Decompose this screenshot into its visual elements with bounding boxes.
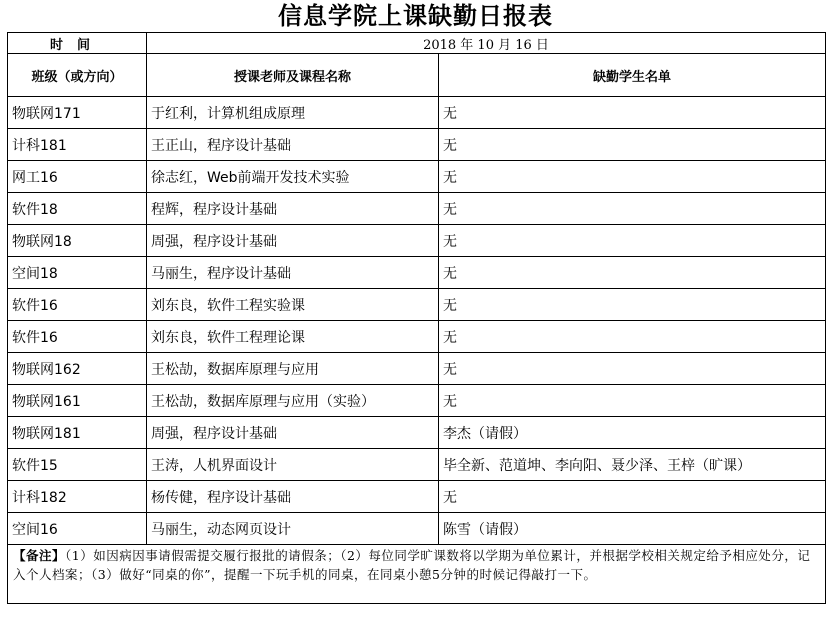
table-row [8,417,826,449]
teacher-course-cell: 王正山，程序设计基础 [147,129,439,161]
class-cell: 物联网161 [8,385,147,417]
teacher-course-cell: 王松劼，数据库原理与应用（实验） [147,385,439,417]
note-text: （1）如因病因事请假需提交履行报批的请假条；（2）每位同学旷课数将以学期为单位累计，并根据学校相关规定给予相应处分，记入个人档案；（3）做好“同桌的你”，提醒一下玩手机的同桌，在同桌小憩5分钟的时候记得敲打一下。 [13,548,811,582]
class-cell: 软件16 [8,289,147,321]
class-cell: 计科181 [8,129,147,161]
teacher-course-cell: 周强，程序设计基础 [147,417,439,449]
table-row [8,513,826,545]
absent-cell: 无 [439,385,826,417]
class-cell: 网工16 [8,161,147,193]
table-row [8,385,826,417]
table-row [8,129,826,161]
table-row [8,225,826,257]
table-row [8,193,826,225]
class-cell: 物联网171 [8,97,147,129]
class-cell: 物联网18 [8,225,147,257]
table-row [8,289,826,321]
note-cell [8,545,826,604]
teacher-course-cell: 刘东良，软件工程理论课 [147,321,439,353]
note-label: 【备注】 [13,548,66,563]
absent-cell: 无 [439,321,826,353]
absent-cell: 无 [439,129,826,161]
absent-cell: 无 [439,353,826,385]
teacher-course-cell: 马丽生，程序设计基础 [147,257,439,289]
absent-cell: 李杰（请假） [439,417,826,449]
teacher-course-cell: 马丽生，动态网页设计 [147,513,439,545]
table-row [8,97,826,129]
absent-cell: 无 [439,257,826,289]
class-cell: 物联网162 [8,353,147,385]
teacher-course-cell: 于红利，计算机组成原理 [147,97,439,129]
absent-cell: 无 [439,193,826,225]
absent-cell: 无 [439,481,826,513]
table-row [8,353,826,385]
class-cell: 空间16 [8,513,147,545]
header-teacher-course: 授课老师及课程名称 [147,54,439,97]
date-label: 时间 [8,33,147,54]
note-row [8,545,826,604]
class-cell: 软件16 [8,321,147,353]
table-row [8,449,826,481]
table-row [8,481,826,513]
header-absent-students: 缺勤学生名单 [439,54,826,97]
absent-cell: 毕全新、范道坤、李向阳、聂少泽、王梓（旷课） [439,449,826,481]
teacher-course-cell: 徐志红，Web前端开发技术实验 [147,161,439,193]
report-title: 信息学院上课缺勤日报表 [278,1,553,30]
teacher-course-cell: 王涛，人机界面设计 [147,449,439,481]
class-cell: 物联网181 [8,417,147,449]
absent-cell: 无 [439,97,826,129]
absent-cell: 无 [439,289,826,321]
class-cell: 计科182 [8,481,147,513]
table-row [8,321,826,353]
header-class: 班级（或方向） [8,54,147,97]
absent-cell: 无 [439,225,826,257]
teacher-course-cell: 刘东良，软件工程实验课 [147,289,439,321]
header-row [8,54,826,97]
attendance-table [7,32,826,604]
teacher-course-cell: 周强，程序设计基础 [147,225,439,257]
class-cell: 软件18 [8,193,147,225]
teacher-course-cell: 杨传健，程序设计基础 [147,481,439,513]
absent-cell: 无 [439,161,826,193]
class-cell: 空间18 [8,257,147,289]
class-cell: 软件15 [8,449,147,481]
absent-cell: 陈雪（请假） [439,513,826,545]
teacher-course-cell: 程辉，程序设计基础 [147,193,439,225]
table-row [8,161,826,193]
table-row [8,257,826,289]
date-value: 2018 年 10 月 16 日 [147,33,826,54]
date-row [8,33,826,54]
teacher-course-cell: 王松劼，数据库原理与应用 [147,353,439,385]
